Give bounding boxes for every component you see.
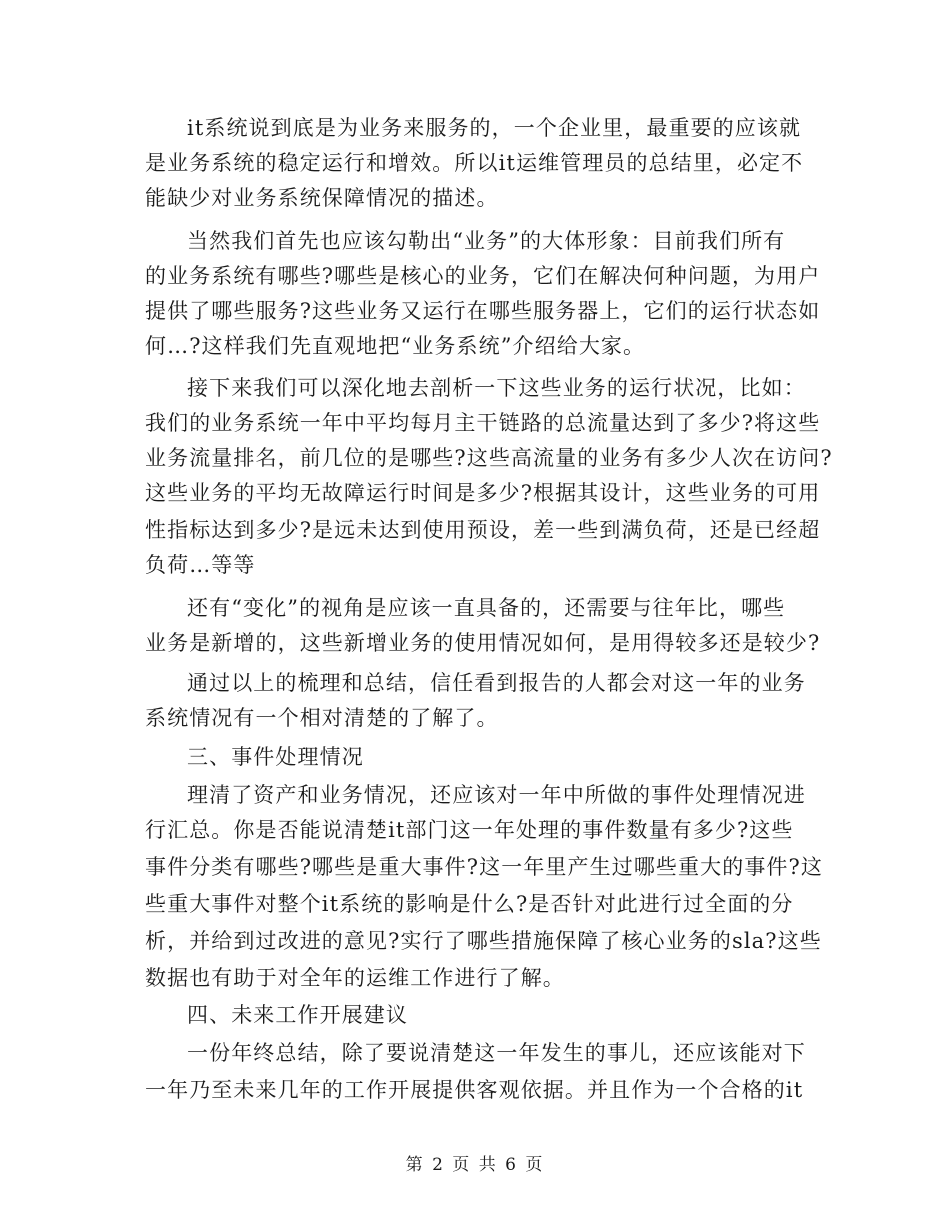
paragraph-line: 性指标达到多少?是远未达到使用预设，差一些到满负荷，还是已经超 [145, 518, 821, 542]
paragraph-line: 数据也有助于对全年的运维工作进行了解。 [145, 966, 565, 990]
paragraph-line: 的业务系统有哪些?哪些是核心的业务，它们在解决何种问题，为用户 [145, 264, 821, 288]
paragraph-line: 提供了哪些服务?这些业务又运行在哪些服务器上，它们的运行状态如 [145, 299, 821, 323]
paragraph-line: 一年乃至未来几年的工作开展提供客观依据。并且作为一个合格的it [145, 1078, 804, 1102]
paragraph-line: it系统说到底是为业务来服务的，一个企业里，最重要的应该就 [187, 116, 802, 140]
paragraph-line: 一份年终总结，除了要说清楚这一年发生的事儿，还应该能对下 [187, 1041, 806, 1065]
paragraph-line: 些重大事件对整个it系统的影响是什么?是否针对此进行过全面的分 [145, 892, 794, 916]
paragraph-line: 析，并给到过改进的意见?实行了哪些措施保障了核心业务的sla?这些 [145, 929, 822, 953]
paragraph-line: 何…?这样我们先直观地把“业务系统”介绍给大家。 [145, 334, 646, 358]
paragraph-line: 系统情况有一个相对清楚的了解了。 [145, 706, 499, 730]
paragraph-line: 通过以上的梳理和总结，信任看到报告的人都会对这一年的业务 [187, 671, 806, 695]
page-number-footer: 第 2 页 共 6 页 [405, 1155, 545, 1175]
paragraph-line: 接下来我们可以深化地去剖析一下这些业务的运行状况，比如： [187, 376, 806, 400]
paragraph-line: 负荷…等等 [145, 553, 256, 577]
paragraph-line: 这些业务的平均无故障运行时间是多少?根据其设计，这些业务的可用 [145, 481, 821, 505]
paragraph-line: 业务是新增的，这些新增业务的使用情况如何，是用得较多还是较少? [145, 631, 821, 655]
paragraph-line: 业务流量排名，前几位的是哪些?这些高流量的业务有多少人次在访问? [145, 446, 833, 470]
paragraph-line: 事件分类有哪些?哪些是重大事件?这一年里产生过哪些重大的事件?这 [145, 855, 823, 879]
paragraph-line: 我们的业务系统一年中平均每月主干链路的总流量达到了多少?将这些 [145, 411, 821, 435]
paragraph-line: 当然我们首先也应该勾勒出“业务”的大体形象：目前我们所有 [187, 229, 786, 253]
paragraph-line: 理清了资产和业务情况，还应该对一年中所做的事件处理情况进 [187, 783, 806, 807]
paragraph-line: 还有“变化”的视角是应该一直具备的，还需要与往年比，哪些 [187, 596, 786, 620]
section-heading: 三、事件处理情况 [187, 745, 364, 769]
paragraph-line: 行汇总。你是否能说清楚it部门这一年处理的事件数量有多少?这些 [145, 818, 794, 842]
section-heading: 四、未来工作开展建议 [187, 1003, 408, 1027]
paragraph-line: 能缺少对业务系统保障情况的描述。 [145, 186, 499, 210]
paragraph-line: 是业务系统的稳定运行和增效。所以it运维管理员的总结里，必定不 [145, 151, 804, 175]
